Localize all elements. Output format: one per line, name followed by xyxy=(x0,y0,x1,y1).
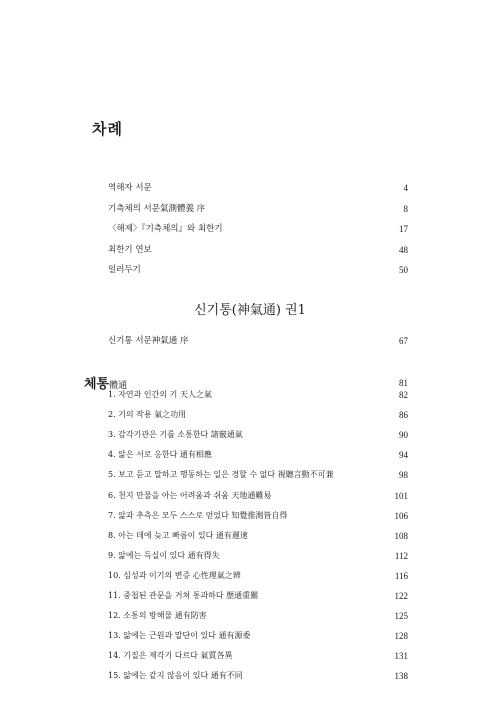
chapter-entry[interactable] xyxy=(108,649,408,663)
chapter-title: 10. 심성과 이기의 변증 心性理氣之辨 xyxy=(108,570,241,580)
chapter-entry[interactable] xyxy=(108,669,408,683)
chapter-title: 5. 보고 듣고 말하고 행동하는 일은 경할 수 없다 視聽言動不可兼 xyxy=(108,470,334,480)
toc-entry[interactable] xyxy=(108,222,408,236)
section-page: 81 xyxy=(399,377,408,388)
toc-entry[interactable] xyxy=(108,243,408,257)
chapter-page: 131 xyxy=(394,651,408,662)
chapter-entry[interactable] xyxy=(108,468,408,482)
entry-page: 48 xyxy=(399,244,408,255)
chapter-page: 90 xyxy=(399,430,408,441)
toc-entry[interactable] xyxy=(108,263,408,277)
entry-page: 50 xyxy=(399,265,408,276)
chapter-entry[interactable] xyxy=(108,549,408,563)
chapter-title: 1. 자연과 인간의 기 天人之氣 xyxy=(108,390,212,399)
chapter-entry[interactable] xyxy=(108,609,408,623)
chapter-page: 138 xyxy=(394,671,408,682)
entry-title: 최한기 연보 xyxy=(108,244,152,255)
chapter-title: 15. 앎에는 같지 않음이 있다 通有不同 xyxy=(108,671,243,681)
entry-title: 〈해제〉『기측체의』와 최한기 xyxy=(108,224,223,235)
chapter-page: 122 xyxy=(394,591,408,601)
entry-page: 8 xyxy=(403,203,408,214)
toc-entry[interactable] xyxy=(108,202,408,216)
chapter-title: 3. 감각기관은 기를 소통한다 諸竅通氣 xyxy=(108,430,243,440)
chapter-page: 108 xyxy=(394,530,408,541)
chapter-entry[interactable] xyxy=(108,489,408,503)
chapter-title: 2. 기의 작용 氣之功用 xyxy=(108,410,187,420)
entry-title: 기측체의 서문氣測體義 序 xyxy=(108,203,206,214)
page-title: 차례 xyxy=(92,120,123,138)
chapter-page: 125 xyxy=(394,611,408,622)
section-label: 체통 xyxy=(84,377,110,392)
chapter-page: 86 xyxy=(399,410,408,421)
chapter-title: 4. 앎은 서로 응한다 通有相應 xyxy=(108,450,212,460)
chapter-page: 94 xyxy=(399,450,408,461)
chapter-entry[interactable] xyxy=(108,448,408,462)
chapter-title: 14. 기질은 제각기 다르다 氣質各異 xyxy=(108,651,233,661)
chapter-entry[interactable] xyxy=(108,529,408,543)
chapter-page: 106 xyxy=(394,510,408,521)
chapter-page: 82 xyxy=(399,390,408,400)
entry-page: 17 xyxy=(399,224,408,235)
chapter-title: 9. 앎에는 득실이 있다 通有得失 xyxy=(108,550,220,560)
chapter-title: 6. 천지 만물을 아는 어려움과 쉬움 天地通難易 xyxy=(108,490,272,500)
volume-title: 신기통(神氣通) 권1 xyxy=(194,303,306,318)
chapter-entry[interactable] xyxy=(108,569,408,583)
entry-page: 67 xyxy=(399,336,408,346)
chapter-page: 101 xyxy=(394,490,408,501)
chapter-title: 12. 소통의 방해물 通有防害 xyxy=(108,611,207,621)
chapter-page: 112 xyxy=(394,550,408,561)
chapter-title: 13. 앎에는 근원과 말단이 있다 通有源委 xyxy=(108,631,251,641)
chapter-page: 128 xyxy=(394,631,408,642)
chapter-page: 98 xyxy=(399,470,408,481)
entry-title: 일러두기 xyxy=(108,265,141,276)
chapter-entry[interactable] xyxy=(108,408,408,422)
entry-title: 신기통 서문神氣通 序 xyxy=(108,336,189,346)
chapter-entry[interactable] xyxy=(108,629,408,643)
entry-page: 4 xyxy=(403,183,408,193)
section-hanja: 體通 xyxy=(109,381,128,391)
chapter-entry[interactable] xyxy=(108,509,408,523)
chapter-title: 7. 앎과 추측은 모두 스스로 얻었다 知覺推測皆自得 xyxy=(108,510,288,520)
chapter-title: 8. 아는 데에 늦고 빠름이 있다 通有遲速 xyxy=(108,530,248,540)
chapter-entry[interactable] xyxy=(108,589,408,603)
chapter-page: 116 xyxy=(394,570,408,581)
chapter-entry[interactable] xyxy=(108,428,408,442)
chapter-entry[interactable] xyxy=(108,388,408,402)
entry-title: 역해자 서문 xyxy=(108,183,152,193)
volume-preface-entry[interactable] xyxy=(108,334,408,348)
chapter-title: 11. 중첩된 관문을 거쳐 통과하다 歷通重關 xyxy=(108,591,259,600)
toc-entry[interactable] xyxy=(108,181,408,195)
